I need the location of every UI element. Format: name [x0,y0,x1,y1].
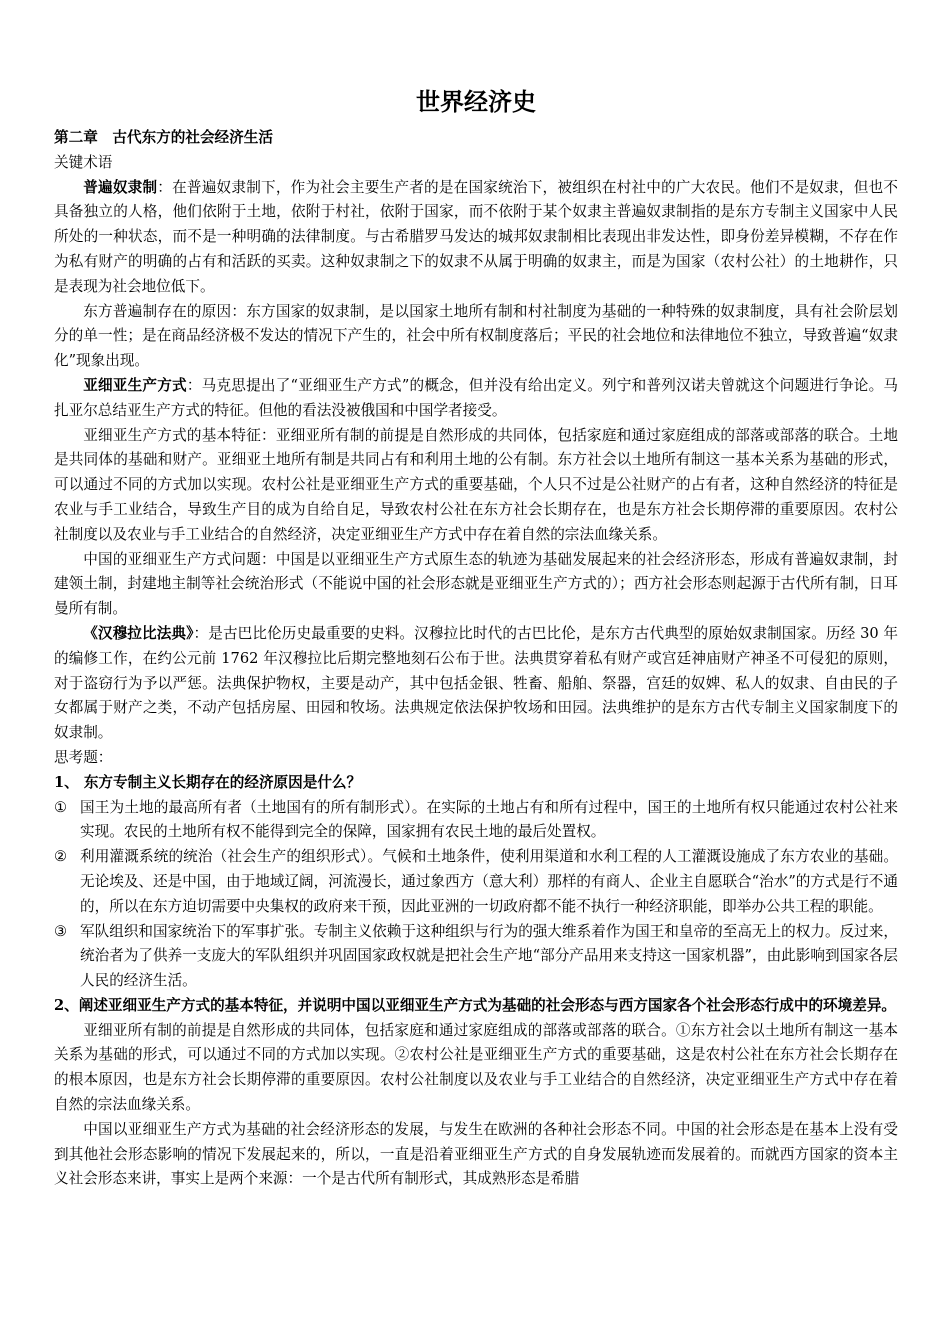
paragraph-text: ：马克思提出了“亚细亚生产方式”的概念，但并没有给出定义。列宁和普列汉诺夫曾就这个问题进行争论。马扎亚尔总结亚生产方式的特征。但他的看法没被俄国和中国学者接受。 [54,376,898,419]
paragraph-slavery-reasons: 东方普遍制存在的原因：东方国家的奴隶制，是以国家土地所有制和村社制度为基础的一种特殊的奴隶制度，具有社会阶层划分的单一性；是在商品经济极不发达的情况下产生的，社会中所有权制度落后；平民的社会地位和法律地位不独立，导致普遍“奴隶化”现象出现。 [54,302,898,370]
paragraph-asiatic-mode [54,374,898,424]
question-2-heading: 2、阐述亚细亚生产方式的基本特征，并说明中国以亚细亚生产方式为基础的社会形态与西方国家各个社会形态行成中的环境差异。 [54,996,897,1014]
item-text: 利用灌溉系统的统治（社会生产的组织形式）。气候和土地条件，使利用渠道和水利工程的人工灌溉设施成了东方农业的基础。无论埃及、还是中国，由于地域辽阔，河流漫长，通过象西方（意大利）那样的有商人、企业主自愿联合“治水”的方式是行不通的，所以在东方迫切需要中央集权的政府来干预，因此亚洲的一切政府都不能不执行一种经济职能，即举办公共工程的职能。 [80,848,898,915]
paragraph-asiatic-features: 亚细亚生产方式的基本特征：亚细亚所有制的前提是自然形成的共同体，包括家庭和通过家庭组成的部落或部落的联合。土地是共同体的基础和财产。亚细亚土地所有制是共同占有和利用土地的公有制。东方社会以土地所有制这一基本关系为基础的形式，可以通过不同的方式加以实现。农村公社是亚细亚生产方式的重要基础，个人只不过是公社财产的占有者，这种自然经济的特征是农业与手工业结合，导致生产目的成为自给自足，导致农村公社在东方社会长期存在，也是东方社会长期停滞的重要原因。农村公社制度以及农业与手工业结合的自然经济，决定亚细亚生产方式中存在着自然的宗法血缘关系。 [54,426,898,543]
item-number: ① [54,798,68,816]
question-1-item [54,920,898,994]
key-terms-label: 关键术语 [54,153,113,171]
document-title: 世界经济史 [416,88,536,116]
paragraph-universal-slavery [54,176,898,300]
chapter-heading: 第二章 古代东方的社会经济生活 [54,129,273,146]
term-hammurabi: 《汉穆拉比法典》 [83,624,194,642]
question-2-answer-paragraph: 中国以亚细亚生产方式为基础的社会经济形态的发展，与发生在欧洲的各种社会形态不同。中国的社会形态是在基本上没有受到其他社会形态影响的情况下发展起来的，所以，一直是沿着亚细亚生产方式的自身发展轨迹而发展着的。而就西方国家的资本主义社会形态来讲，事实上是两个来源：一个是古代所有制形式，其成熟形态是希腊 [54,1120,898,1188]
item-number: ③ [54,922,68,940]
paragraph-hammurabi [54,622,898,746]
item-text: 军队组织和国家统治下的军事扩张。专制主义依赖于这种组织与行为的强大维系着作为国王和皇帝的至高无上的权力。反过来，统治者为了供养一支庞大的军队组织并巩固国家政权就是把社会生产地“部分产品用来支持这一国家机器”，由此影响到国家各层人民的经济生活。 [80,922,898,990]
question-2-answer-paragraph: 亚细亚所有制的前提是自然形成的共同体，包括家庭和通过家庭组成的部落或部落的联合。①东方社会以土地所有制这一基本关系为基础的形式，可以通过不同的方式加以实现。②农村公社是亚细亚生产方式的重要基础，这是农村公社在东方社会长期存在的根本原因，也是东方社会长期停滞的重要原因。农村公社制度以及农业与手工业结合的自然经济，决定亚细亚生产方式中存在着自然的宗法血缘关系。 [54,1021,898,1114]
term-universal-slavery: 普遍奴隶制 [83,178,158,196]
item-number: ② [54,848,68,866]
paragraph-text: ：是古巴比伦历史最重要的史料。汉穆拉比时代的古巴比伦，是东方古代典型的原始奴隶制国家。历经 30 年的编修工作，在约公元前 1762 年汉穆拉比后期完整地刻石公布于世。法典贯穿着私有财产或宫廷神庙财产神圣不可侵犯的原则，对于盗窃行为予以严惩。法典保护物权，主要是动产，其中包括金银、牲畜、船舶、祭器，宫廷的奴婢、私人的奴隶、自由民的子女都属于财产之类，不动产包括房屋、田园和牧场。法典规定依法保护牧场和田园。法典维护的是东方古代专制主义国家制度下的奴隶制。 [54,624,898,742]
questions-label: 思考题： [54,748,113,766]
paragraph-text: ：在普遍奴隶制下，作为社会主要生产者的是在国家统治下，被组织在村社中的广大农民。他们不是奴隶，但也不具备独立的人格，他们依附于土地，依附于村社，依附于国家，而不依附于某个奴隶主普遍奴隶制指的是东方专制主义国家中人民所处的一种状态，而不是一种明确的法律制度。与古希腊罗马发达的城邦奴隶制相比表现出非发达性，即身份差异模糊，不存在作为私有财产的明确的占有和活跃的买卖。这种奴隶制之下的奴隶不从属于明确的奴隶主，而是为国家（农村公社）的土地耕作，只是表现为社会地位低下。 [54,178,898,295]
question-1-heading: 1、 东方专制主义长期存在的经济原因是什么？ [54,773,362,791]
term-asiatic-mode: 亚细亚生产方式 [83,376,187,394]
item-text: 国王为土地的最高所有者（土地国有的所有制形式）。在实际的土地占有和所有过程中，国王的土地所有权只能通过农村公社来实现。农民的土地所有权不能得到完全的保障，国家拥有农民土地的最后处置权。 [80,798,898,841]
question-1-item [54,796,898,846]
paragraph-china-asiatic: 中国的亚细亚生产方式问题：中国是以亚细亚生产方式原生态的轨迹为基础发展起来的社会经济形态，形成有普遍奴隶制，封建领土制，封建地主制等社会统治形式（不能说中国的社会形态就是亚细亚生产方式的）；西方社会形态则起源于古代所有制，日耳曼所有制。 [54,550,898,618]
question-1-item [54,845,898,919]
